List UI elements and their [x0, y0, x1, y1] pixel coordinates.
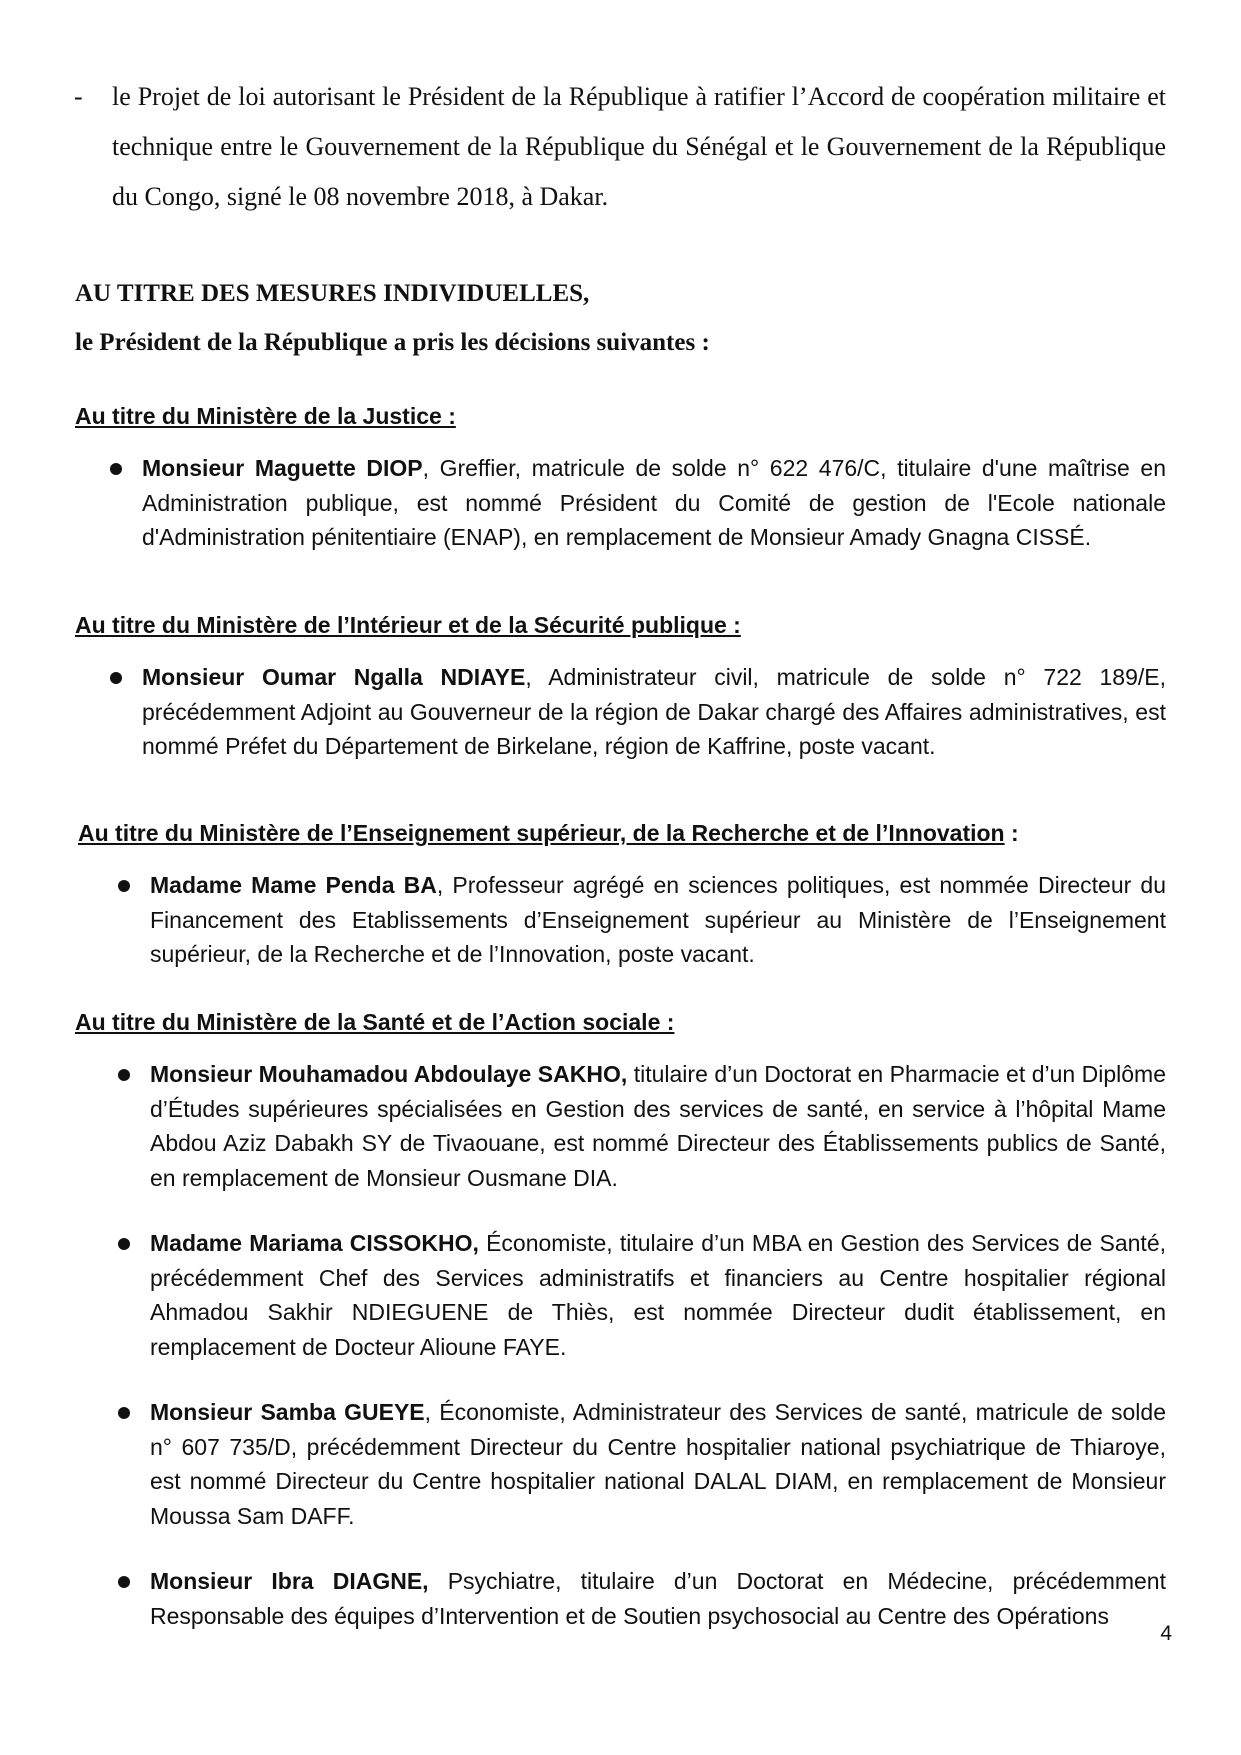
intro-text: le Projet de loi autorisant le Président de la République à ratifier l’Accord de coopération militaire et technique entre le Gouvernement de la République du Sénégal et le Gouvernement de la République du Congo, signé le 08 novembre 2018, à Dakar. — [112, 82, 1166, 211]
bullet-icon — [118, 1238, 130, 1250]
section-title-interieur — [75, 612, 741, 639]
appointee-name: Madame Mariama CISSOKHO, — [150, 1230, 479, 1256]
dash-marker: - — [74, 82, 83, 111]
section-title-suffix: : — [1004, 820, 1019, 846]
list-item — [150, 1395, 1166, 1533]
appointment-details: Psychiatre, titulaire d’un Doctorat en Médecine, précédemment Responsable des équipes d’Intervention et de Soutien psychosocial au Centre des Opérations — [150, 1568, 1166, 1629]
list-item — [150, 868, 1166, 972]
section-title-text: Au titre du Ministère de l’Intérieur et de la Sécurité publique : — [75, 612, 741, 638]
president-decisions-line: le Président de la République a pris les décisions suivantes : — [75, 329, 710, 356]
appointee-name: Monsieur Maguette DIOP — [142, 455, 423, 481]
appointee-name: Monsieur Mouhamadou Abdoulaye SAKHO, — [150, 1061, 628, 1087]
list-item — [150, 1226, 1166, 1364]
measures-heading: AU TITRE DES MESURES INDIVIDUELLES, — [75, 280, 590, 307]
list-item — [150, 1564, 1166, 1633]
section-title-justice — [75, 403, 456, 430]
section-title-text: Au titre du Ministère de la Justice : — [75, 403, 456, 429]
appointment-details: titulaire d’un Doctorat en Pharmacie et d’un Diplôme d’Études supérieures spécialisées en Gestion des services de santé, en service à l’hôpital Mame Abdou Aziz Dabakh SY de Tivaouane, est nommé Directeur des Établissements publics de Santé, en remplacement de Monsieur Ousmane DIA. — [150, 1061, 1166, 1191]
section-title-sante — [75, 1009, 674, 1036]
appointment-details: , Administrateur civil, matricule de solde n° 722 189/E, précédemment Adjoint au Gouverneur de la région de Dakar chargé des Affaires administratives, est nommé Préfet du Département de Birkelane, région de Kaffrine, poste vacant. — [142, 664, 1166, 759]
section-title-text: Au titre du Ministère de l’Enseignement supérieur, de la Recherche et de l’Innovation — [78, 820, 1005, 846]
bullet-icon — [118, 880, 130, 892]
bullet-icon — [118, 1069, 130, 1081]
bullet-icon — [118, 1576, 130, 1588]
appointee-name: Madame Mame Penda BA — [150, 872, 437, 898]
page-number: 4 — [1160, 1622, 1172, 1645]
appointment-details: , Greffier, matricule de solde n° 622 476/C, titulaire d'une maîtrise en Administration publique, est nommé Président du Comité de gestion de l'Ecole nationale d'Administration pénitentiaire (ENAP), en remplacement de Monsieur Amady Gnagna CISSÉ. — [142, 455, 1166, 550]
intro-paragraph — [74, 72, 1166, 222]
appointee-name: Monsieur Samba GUEYE — [150, 1399, 425, 1425]
bullet-icon — [110, 672, 122, 684]
bullet-icon — [118, 1407, 130, 1419]
appointee-name: Monsieur Oumar Ngalla NDIAYE — [142, 664, 526, 690]
appointment-details: , Professeur agrégé en sciences politiques, est nommée Directeur du Financement des Etablissements d’Enseignement supérieur au Ministère de l’Enseignement supérieur, de la Recherche et de l’Innovation, poste vacant. — [150, 872, 1166, 967]
bullet-icon — [110, 463, 122, 475]
section-title-text: Au titre du Ministère de la Santé et de l’Action sociale : — [75, 1009, 675, 1035]
appointment-details: Économiste, titulaire d’un MBA en Gestion des Services de Santé, précédemment Chef des Services administratifs et financiers au Centre hospitalier régional Ahmadou Sakhir NDIEGUENE de Thiès, est nommée Directeur dudit établissement, en remplacement de Docteur Alioune FAYE. — [150, 1230, 1167, 1360]
list-item — [142, 660, 1166, 764]
appointment-details: , Économiste, Administrateur des Services de santé, matricule de solde n° 607 735/D, précédemment Directeur du Centre hospitalier national psychiatrique de Thiaroye, est nommé Directeur du Centre hospitalier national DALAL DIAM, en remplacement de Monsieur Moussa Sam DAFF. — [150, 1399, 1166, 1529]
list-item — [142, 451, 1166, 555]
appointee-name: Monsieur Ibra DIAGNE, — [150, 1568, 429, 1594]
section-title-enseignement — [78, 820, 1019, 847]
list-item — [150, 1057, 1166, 1195]
